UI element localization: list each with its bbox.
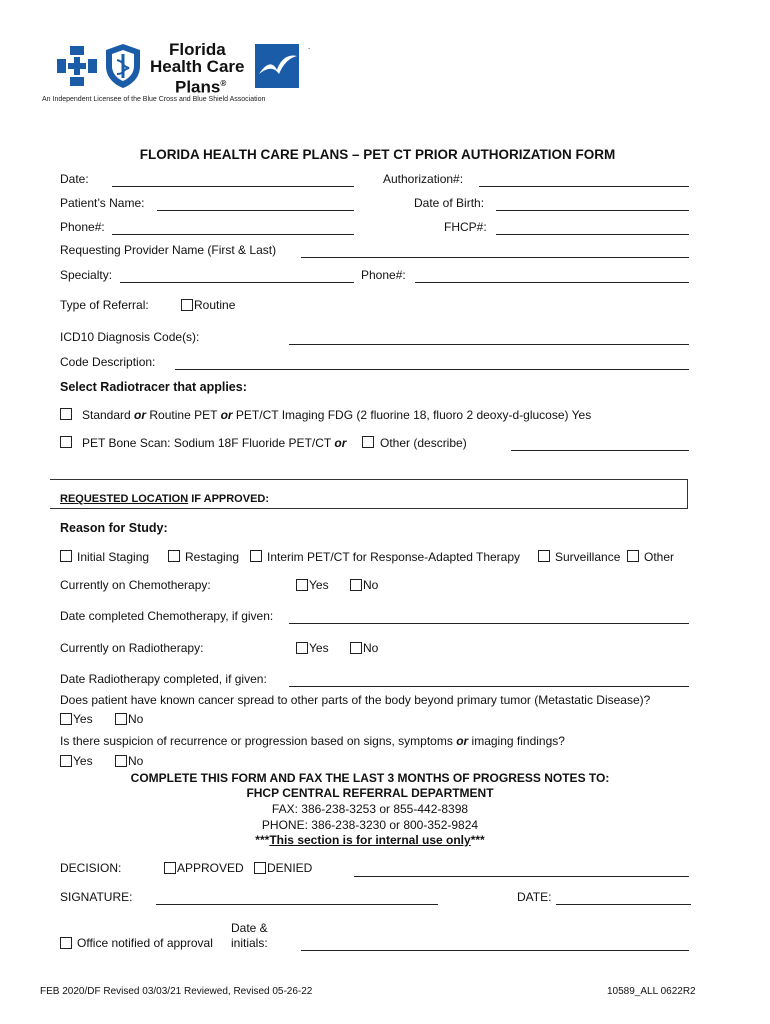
blue-cross-icon	[55, 44, 99, 88]
decision-notes-input[interactable]	[354, 876, 689, 877]
date-initials-input[interactable]	[301, 950, 689, 951]
interim-checkbox[interactable]	[250, 550, 262, 562]
fhcp-label: FHCP#:	[444, 220, 487, 234]
fax-numbers: FAX: 386-238-3253 or 855-442-8398	[271, 802, 469, 816]
chemo-question: Currently on Chemotherapy:	[60, 578, 211, 592]
logo-dot: .	[308, 42, 311, 51]
radio-date-label: Date Radiotherapy completed, if given:	[60, 672, 267, 686]
initial-staging-checkbox[interactable]	[60, 550, 72, 562]
metastatic-yes-checkbox[interactable]	[60, 713, 72, 725]
brand-name-line3: Plans®	[175, 77, 227, 97]
patient-name-input[interactable]	[157, 210, 354, 211]
other-reason-label: Other	[644, 550, 675, 564]
restaging-label: Restaging	[185, 550, 240, 564]
chemo-no-checkbox[interactable]	[350, 579, 362, 591]
icd10-input[interactable]	[289, 344, 689, 345]
date-input[interactable]	[112, 186, 354, 187]
specialty-input[interactable]	[120, 282, 354, 283]
radio-yes-label: Yes	[309, 641, 329, 655]
approved-checkbox[interactable]	[164, 862, 176, 874]
referral-department: FHCP CENTRAL REFERRAL DEPARTMENT	[246, 786, 494, 800]
requested-location-label: REQUESTED LOCATION IF APPROVED:	[60, 493, 270, 505]
metastatic-yes-label: Yes	[73, 712, 93, 726]
denied-label: DENIED	[267, 861, 313, 875]
decision-label: DECISION:	[60, 861, 122, 875]
dob-label: Date of Birth:	[414, 196, 485, 210]
phone-numbers: PHONE: 386-238-3230 or 800-352-9824	[261, 818, 479, 832]
decision-date-label: DATE:	[517, 890, 552, 904]
standard-pet-checkbox[interactable]	[60, 408, 72, 420]
recurrence-question: Is there suspicion of recurrence or progression based on signs, symptoms or imaging findings?	[60, 734, 565, 748]
radiotracer-heading: Select Radiotracer that applies:	[60, 380, 247, 394]
brand-name-line1: Florida	[169, 40, 226, 59]
radiotracer-option-fdg: Standard or Routine PET or PET/CT Imaging FDG (2 fluorine 18, fluoro 2 deoxy-d-glucose) Yes	[82, 408, 592, 422]
date-label: Date:	[60, 172, 89, 186]
approved-label: APPROVED	[177, 861, 244, 875]
footer-form-number: 10589_ALL 0622R2	[607, 986, 696, 997]
other-radiotracer-checkbox[interactable]	[362, 436, 374, 448]
chemo-yes-checkbox[interactable]	[296, 579, 308, 591]
requesting-provider-label: Requesting Provider Name (First & Last)	[60, 243, 277, 257]
radio-question: Currently on Radiotherapy:	[60, 641, 204, 655]
radio-yes-checkbox[interactable]	[296, 642, 308, 654]
logo-tagline: An Independent Licensee of the Blue Cross and Blue Shield Association	[42, 96, 266, 103]
office-notified-checkbox[interactable]	[60, 937, 72, 949]
phone-label: Phone#:	[60, 220, 105, 234]
radio-date-input[interactable]	[289, 686, 689, 687]
dob-input[interactable]	[496, 210, 689, 211]
brand-name-line2: Health Care	[150, 57, 245, 76]
footer-revision: FEB 2020/DF Revised 03/03/21 Reviewed, Revised 05-26-22	[40, 986, 313, 997]
recurrence-no-checkbox[interactable]	[115, 755, 127, 767]
internal-use-banner: ***This section is for internal use only***	[255, 833, 485, 847]
surveillance-checkbox[interactable]	[538, 550, 550, 562]
requesting-provider-input[interactable]	[301, 257, 689, 258]
signature-label: SIGNATURE:	[60, 890, 133, 904]
chemo-yes-label: Yes	[309, 578, 329, 592]
initial-staging-label: Initial Staging	[77, 550, 150, 564]
provider-phone-label: Phone#:	[361, 268, 406, 282]
icd10-label: ICD10 Diagnosis Code(s):	[60, 330, 200, 344]
blue-shield-icon	[103, 42, 143, 90]
phone-input[interactable]	[112, 234, 354, 235]
authorization-input[interactable]	[479, 186, 689, 187]
office-notified-label: Office notified of approval	[77, 936, 213, 950]
code-description-input[interactable]	[175, 369, 689, 370]
reason-for-study-heading: Reason for Study:	[60, 521, 168, 535]
chemo-no-label: No	[363, 578, 379, 592]
authorization-label: Authorization#:	[383, 172, 464, 186]
radiotracer-option-bone-scan: PET Bone Scan: Sodium 18F Fluoride PET/CT or	[82, 436, 347, 450]
form-title: FLORIDA HEALTH CARE PLANS – PET CT PRIOR AUTHORIZATION FORM	[139, 147, 616, 162]
metastatic-question: Does patient have known cancer spread to other parts of the body beyond primary tumor (Metastatic Disease)?	[60, 693, 651, 707]
chemo-date-input[interactable]	[289, 623, 689, 624]
type-of-referral-label: Type of Referral:	[60, 298, 149, 312]
seagull-icon	[255, 44, 299, 88]
denied-checkbox[interactable]	[254, 862, 266, 874]
metastatic-no-checkbox[interactable]	[115, 713, 127, 725]
fhcp-input[interactable]	[496, 234, 689, 235]
routine-checkbox[interactable]	[181, 299, 193, 311]
signature-input[interactable]	[156, 904, 438, 905]
provider-phone-input[interactable]	[415, 282, 689, 283]
restaging-checkbox[interactable]	[168, 550, 180, 562]
routine-label: Routine	[194, 298, 236, 312]
surveillance-label: Surveillance	[555, 550, 621, 564]
interim-label: Interim PET/CT for Response-Adapted Therapy	[267, 550, 521, 564]
other-describe-input[interactable]	[511, 450, 689, 451]
fax-instruction: COMPLETE THIS FORM AND FAX THE LAST 3 MONTHS OF PROGRESS NOTES TO:	[130, 771, 610, 785]
metastatic-no-label: No	[128, 712, 144, 726]
recurrence-yes-checkbox[interactable]	[60, 755, 72, 767]
other-reason-checkbox[interactable]	[627, 550, 639, 562]
other-describe-label: Other (describe)	[380, 436, 467, 450]
decision-date-input[interactable]	[556, 904, 691, 905]
recurrence-no-label: No	[128, 754, 144, 768]
code-description-label: Code Description:	[60, 355, 156, 369]
radio-no-checkbox[interactable]	[350, 642, 362, 654]
specialty-label: Specialty:	[60, 268, 113, 282]
pet-bone-scan-checkbox[interactable]	[60, 436, 72, 448]
radio-no-label: No	[363, 641, 379, 655]
recurrence-yes-label: Yes	[73, 754, 93, 768]
patient-name-label: Patient’s Name:	[60, 196, 145, 210]
chemo-date-label: Date completed Chemotherapy, if given:	[60, 609, 274, 623]
date-initials-label-line2: initials:	[231, 936, 268, 950]
date-initials-label-line1: Date &	[231, 921, 268, 935]
